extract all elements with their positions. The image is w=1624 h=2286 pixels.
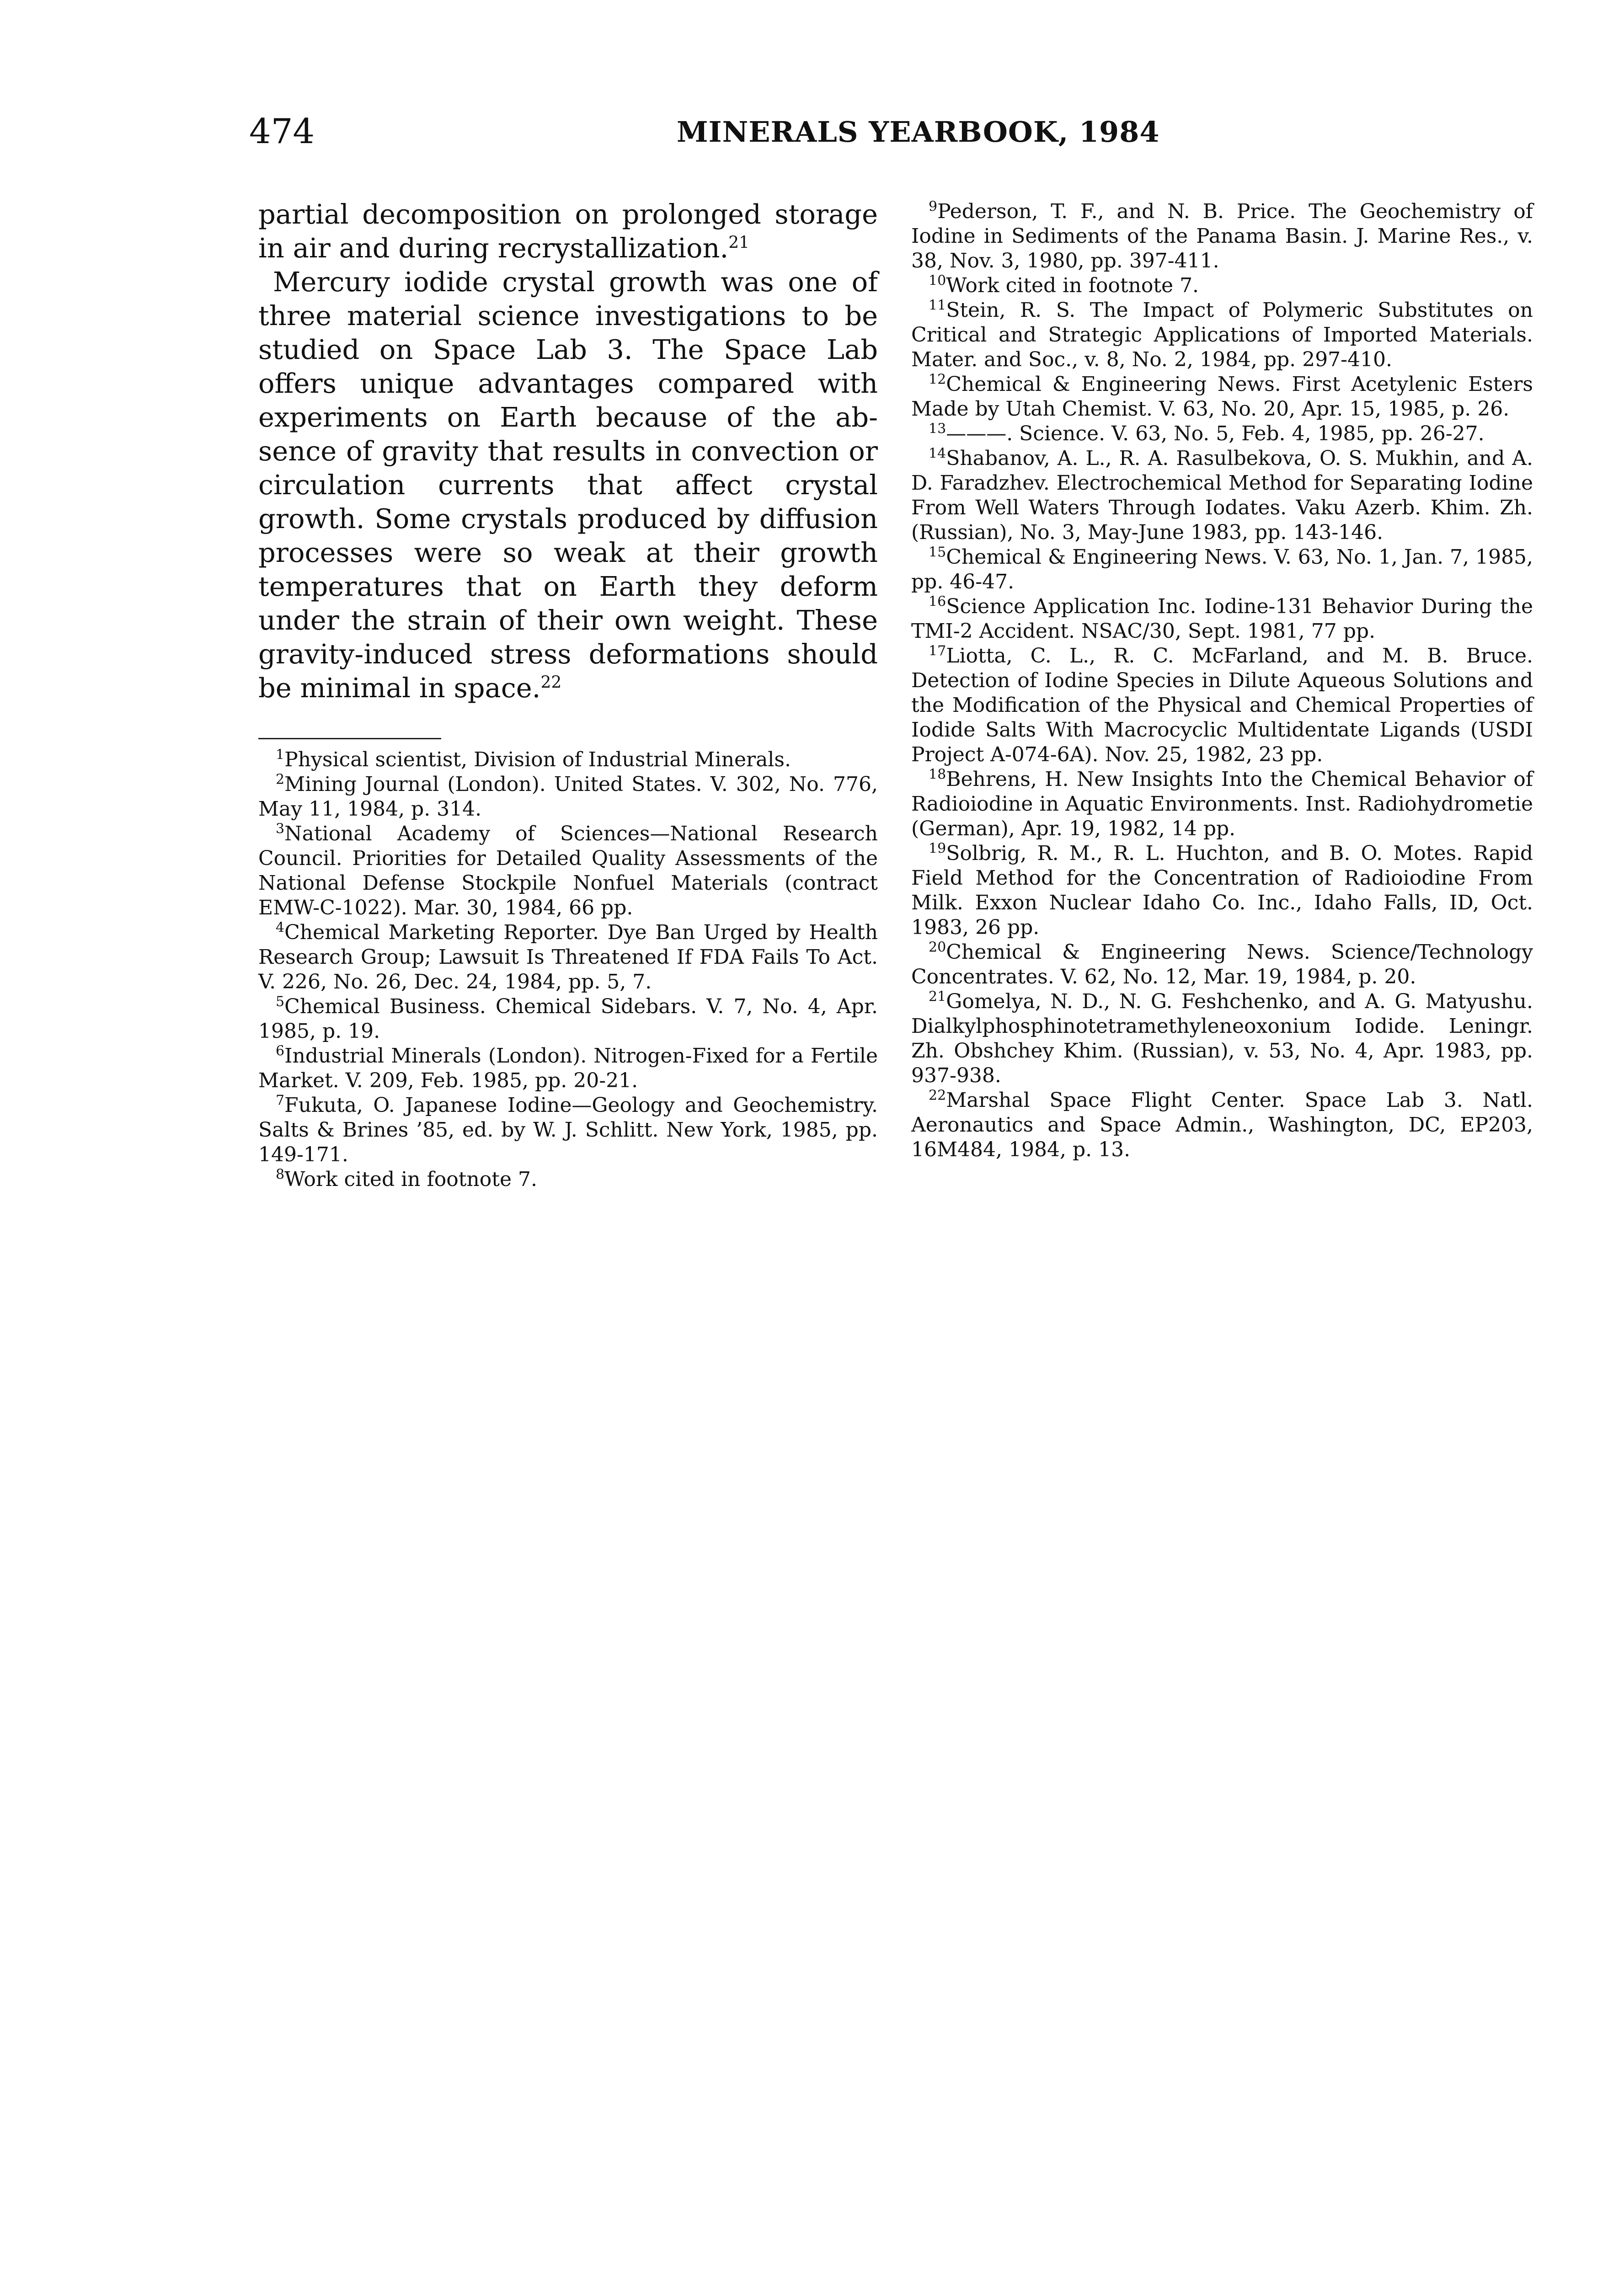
footnote: $^6$Industrial Minerals (London). Nitrogen-Fixed for a Fertile Market. V. 209, Feb. 1985, pp. 20-21. xyxy=(258,1043,878,1092)
left-column xyxy=(258,198,878,1192)
footnotes-right xyxy=(911,199,1533,1162)
footnote: $^8$Work cited in footnote 7. xyxy=(276,1166,537,1191)
body-paragraph: partial decomposition on prolonged storage in air and during recrystallization.$^{21}$ xyxy=(258,198,878,264)
footnote: $^{20}$Chemical & Engineering News. Science/Technology Concentrates. V. 62, No. 12, Mar. 19, 1984, p. 20. xyxy=(911,939,1533,988)
footnote: $^7$Fukuta, O. Japanese Iodine—Geology and Geochemistry. Salts & Brines ’85, ed. by W. J. Schlitt. New York, 1985, pp. 149-171. xyxy=(258,1092,878,1166)
right-column xyxy=(911,199,1533,1162)
footnote: $^{15}$Chemical & Engineering News. V. 63, No. 1, Jan. 7, 1985, pp. 46-47. xyxy=(911,544,1533,593)
footnote: $^5$Chemical Business. Chemical Sidebars. V. 7, No. 4, Apr. 1985, p. 19. xyxy=(258,993,878,1043)
footnote: $^{13}$———. Science. V. 63, No. 5, Feb. 4, 1985, pp. 26-27. xyxy=(929,421,1485,445)
footnote: $^{11}$Stein, R. S. The Impact of Polymeric Substitutes on Critical and Strategic Applications of Imported Materials. Mater. and Soc., v. 8, No. 2, 1984, pp. 297-410. xyxy=(911,297,1533,371)
footnote: $^{12}$Chemical & Engineering News. First Acetylenic Esters Made by Utah Chemist. V. 63, No. 20, Apr. 15, 1985, p. 26. xyxy=(911,371,1533,421)
footnote: $^{18}$Behrens, H. New Insights Into the Chemical Behavior of Radioiodine in Aquatic Environments. Inst. Radiohydrometie (German), Apr. 19, 1982, 14 pp. xyxy=(911,766,1533,840)
page-number: 474 xyxy=(249,111,315,151)
footnote: $^2$Mining Journal (London). United States. V. 302, No. 776, May 11, 1984, p. 314. xyxy=(258,771,878,821)
body-text xyxy=(258,198,878,705)
footnote: $^{10}$Work cited in footnote 7. xyxy=(929,272,1199,297)
footnote: $^{16}$Science Application Inc. Iodine-131 Behavior During the TMI-2 Accident. NSAC/30, Sept. 1981, 77 pp. xyxy=(911,593,1533,643)
running-head: MINERALS YEARBOOK, 1984 xyxy=(677,115,1160,149)
footnote: $^1$Physical scientist, Division of Industrial Minerals. xyxy=(276,747,791,771)
footnote: $^{19}$Solbrig, R. M., R. L. Huchton, and B. O. Motes. Rapid Field Method for the Concentration of Radioiodine From Milk. Exxon Nuclear Idaho Co. Inc., Idaho Falls, ID, Oct. 1983, 26 pp. xyxy=(911,840,1533,939)
footnote: $^9$Pederson, T. F., and N. B. Price. The Geochemistry of Iodine in Sediments of the Panama Basin. J. Marine Res., v. 38, Nov. 3, 1980, pp. 397-411. xyxy=(911,198,1533,272)
footnote-rule xyxy=(258,738,441,739)
footnote: $^4$Chemical Marketing Reporter. Dye Ban Urged by Health Research Group; Lawsuit Is Threatened If FDA Fails To Act. V. 226, No. 26, Dec. 24, 1984, pp. 5, 7. xyxy=(258,919,878,993)
footnote: $^3$National Academy of Sciences—National Research Council. Priorities for Detailed Quality Assessments of the National Defense Stockpile Nonfuel Materials (contract EMW-C-1022). Mar. 30, 1984, 66 pp. xyxy=(258,821,878,919)
body-paragraph: Mercury iodide crystal growth was one of three material science investigations to be studied on Space Lab 3. The Space Lab offers unique advantages compared with experiments on Earth because of the absence of gravity that results in convection or circulation currents that affect crystal growth. Some crystals produced by diffusion processes were so weak at their growth temperatures that on Earth they deform under the strain of their own weight. These gravity-induced stress deformations should be minimal in space.$^{22}$ xyxy=(258,266,878,704)
footnote: $^{22}$Marshal Space Flight Center. Space Lab 3. Natl. Aeronautics and Space Admin., Washington, DC, EP203, 16M484, 1984, p. 13. xyxy=(911,1087,1533,1161)
footnote: $^{21}$Gomelya, N. D., N. G. Feshchenko, and A. G. Matyushu. Dialkylphosphinotetramethyleneoxonium Iodide. Leningr. Zh. Obshchey Khim. (Russian), v. 53, No. 4, Apr. 1983, pp. 937-938. xyxy=(911,988,1533,1087)
footnotes-left xyxy=(258,748,878,1192)
footnote: $^{14}$Shabanov, A. L., R. A. Rasulbekova, O. S. Mukhin, and A. D. Faradzhev. Electrochemical Method for Separating Iodine From Well Waters Through Iodates. Vaku Azerb. Khim. Zh. (Russian), No. 3, May-June 1983, pp. 143-146. xyxy=(911,445,1533,544)
footnote: $^{17}$Liotta, C. L., R. C. McFarland, and M. B. Bruce. Detection of Iodine Species in Dilute Aqueous Solutions and the Modification of the Physical and Chemical Properties of Iodide Salts With Macrocyclic Multidentate Ligands (USDI Project A-074-6A). Nov. 25, 1982, 23 pp. xyxy=(911,643,1533,766)
